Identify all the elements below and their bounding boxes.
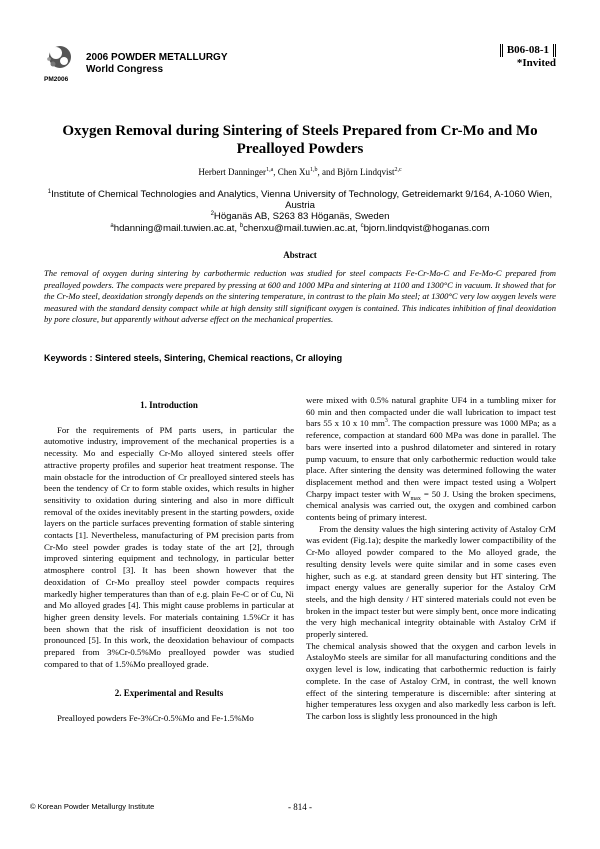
logo-text: PM2006 [44,76,69,83]
results-paragraph-2: The chemical analysis showed that the oxygen and carbon levels in AstaloyMo steels are similar for all manufacturing conditions and the oxygen level is low, indicating that carbothermic reduction is fairly complete. In the case of Astaloy CrM, in contrast, the well known effect of the sintering temperature is discernible: after sintering at higher temperatures less oxygen and also markedly less carbon is left. The carbon loss is slightly less pronounced in the high [306,640,556,721]
intro-paragraph: For the requirements of PM parts users, in particular the automotive industry, improvement of the mechanical properties is a necessity. Mo and especially Cr-Mo alloyed sintered steels offer attractive property profiles and superior heat treatment response. The main obstacle for the introduction of Cr prealloyed sintered steels has been the tendency of Cr to form stable oxides, which results in higher sensitivity to oxidation during sintering and also in more difficult removal of the oxides inevitably present in the starting powders, oxide layers on the particle surfaces preventing formation of stable sintering contacts [1]. Nevertheless, manufacturing of PM precision parts from Cr-Mo steel powder grades is today state of the art [2], through improved sintering equipment and technology, in particular better atmosphere control [3]. It has been shown however that the deoxidation of Cr-Mo prealloy steel powder compacts requires markedly higher temperatures than than of e.g. plain Fe-C or of Cu, Ni and Mo alloyed grades [4]. This might cause problems in particular at higher green density levels. For materials containing 1.5%Cr it has been shown that the risk of insufficient deoxidation is not too pronounced [5]. In this work, the deoxidation behaviour of compacts prepared from 3%Cr-0.5%Mo prealloyed powder was studied compared to that of 1.5%Mo prealloyed grade. [44,424,294,669]
conference-name [86,52,228,76]
experimental-paragraph-start: Prealloyed powders Fe-3%Cr-0.5%Mo and Fe-1.5%Mo [57,713,254,724]
author-line [44,167,556,177]
abstract-text: The removal of oxygen during sintering by carbothermic reduction was studied for steel compacts Fe-Cr-Mo-C and Fe-Mo-C prepared from prealloyed powders. The compacts were prepared by pressing at 600 and 1000 MPa and sintering at 1100 and 1300°C in vacuum. It showed that for the Cr-Mo steel, deoxidation strongly depends on the sintering temperature, in contrast to the plain Mo steel; at 1300°C very low oxygen levels were measured with the standard density compact while at high density still significant oxygen is contained. This indicates inhibition of final deoxidation by pore closure, but apparently without adverse effect on the mechanical properties. [44,268,556,325]
section-heading-introduction: 1. Introduction [140,400,198,410]
experimental-paragraph-cont: were mixed with 0.5% natural graphite UF4 in a tumbling mixer for 60 min and then compacted under die wall lubrication to impact test bars 55 x 10 x 10 $mm^3$. The compaction pressure was 1000 MPa; as a reference, compaction at standard 600 MPa was done in parallel. The bars were inserted into a pushrod dilatometer and sintered in rotary pump vacuum, to ensure that only carbothermic reduction would take place. After sintering the density was determined following the water displacement method and then were impact tested using a Wolpert Charpy impact tester with $W_{max} = 50$ J. Using the broken specimens, chemical analysis was carried out, the oxygen and combined carbon contents being of primary interest. [306,395,556,523]
author-3-sup: 2,c [394,167,402,173]
author-emails: $^a$hdanning@mail.tuwien.ac.at, $^b$chenxu@mail.tuwien.ac.at, $^c$bjorn.lindqvist@hoganas.com [110,222,490,234]
email-b[interactable]: chenxu@mail.tuwien.ac.at, [243,222,361,234]
affiliations [44,189,556,234]
right-column [306,395,556,723]
author-1-sup: 1,a [266,167,274,173]
affiliation-2: $^2$Höganäs AB, S263 83 Höganäs, Sweden [210,211,390,223]
email-a[interactable]: hdanning@mail.tuwien.ac.at, [113,222,240,234]
footer-copyright: © Korean Powder Metallurgy Institute [30,802,155,811]
paper-tag: *Invited [516,57,556,69]
paper-id-block [500,44,556,70]
author-2-sup: 1,b [309,167,318,173]
paper-title: Oxygen Removal during Sintering of Steels Prepared from Cr-Mo and Mo Prealloyed Powders [62,123,538,157]
paper-id: B06-08-1 [500,44,556,57]
author-2: , Chen Xu [273,167,310,177]
author-3: , and Björn Lindqvist [317,167,395,177]
conference-logo [44,44,74,78]
left-column [44,395,294,725]
email-c[interactable]: bjorn.lindqvist@hoganas.com [363,222,490,234]
conference-line2: World Congress [86,64,164,75]
affiliation-1: $^1$Institute of Chemical Technologies and Analytics, Vienna University of Technology, Getreidemarkt 9/164, A-1060 Wien, Austria [47,188,553,212]
results-paragraph-1: From the density values the high sintering activity of Astaloy CrM was evident (Fig.1a); despite the markedly lower compactibility of the Cr-Mo alloyed powder compared to the Mo alloyed grade, the resulting density levels were quite similar and in some cases even higher, such as e.g. at standard green density but HT sintering. The impact energy values are generally superior for the Astaloy CrM steels, and the high density / HT sintered materials could not even be broken in the impact tester but were simply bent, once more indicating the very high mechanical integrity obtainable with Astaloy CrM if properly sintered. [306,523,556,640]
keywords: Keywords : Sintered steels, Sintering, Chemical reactions, Cr alloying [44,353,343,363]
author-1: Herbert Danninger [198,167,267,177]
page-number: - 814 - [288,802,312,812]
conference-line1: 2006 POWDER METALLURGY [86,52,228,63]
section-heading-experimental: 2. Experimental and Results [114,688,224,699]
abstract-heading: Abstract [283,250,317,260]
